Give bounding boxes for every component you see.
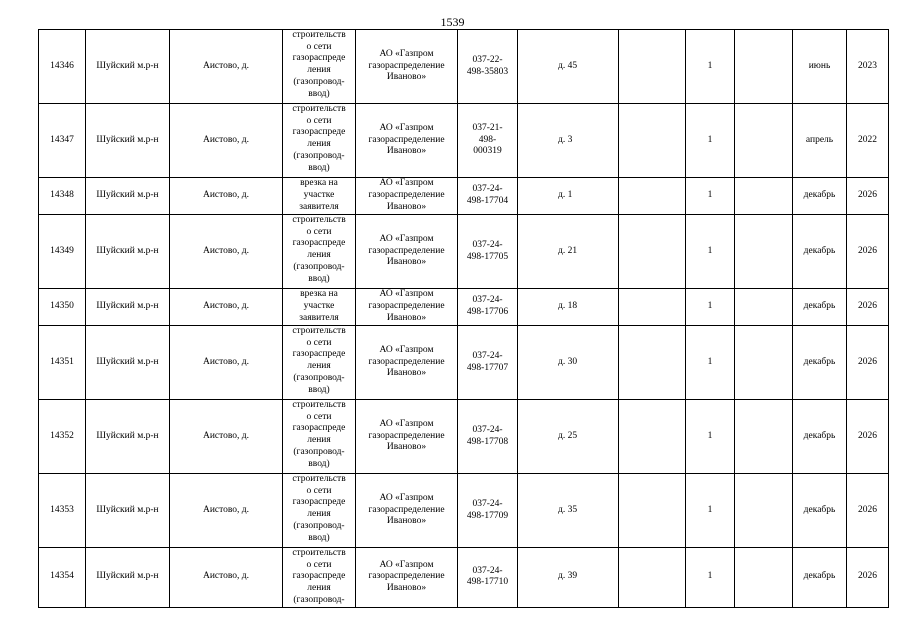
table-row [39, 474, 889, 548]
empty-cell [619, 289, 686, 326]
month-cell: декабрь [793, 289, 847, 326]
organization-cell-line: АО «Газпром [379, 289, 434, 300]
house-number-cell: д. 30 [518, 326, 619, 400]
settlement-cell: Аистово, д. [170, 289, 283, 326]
work-type-cell-line: ления [307, 583, 331, 594]
work-type-cell-line: ввод) [308, 88, 330, 99]
organization-cell-line: АО «Газпром [379, 178, 434, 189]
table-row [39, 104, 889, 178]
work-type-cell-line: ления [307, 139, 331, 150]
organization-cell-line: газораспределение [368, 430, 445, 441]
organization-cell [356, 289, 458, 326]
year-cell: 2026 [847, 548, 889, 608]
empty-cell [735, 400, 793, 474]
table-body [39, 30, 889, 608]
work-type-cell [283, 215, 356, 289]
table-row [39, 30, 889, 104]
organization-cell [356, 474, 458, 548]
record-number-cell: 14353 [39, 474, 86, 548]
empty-cell [619, 30, 686, 104]
application-code-cell-line: 498- [478, 134, 497, 145]
record-number-cell: 14350 [39, 289, 86, 326]
record-number-cell: 14349 [39, 215, 86, 289]
work-type-cell-line: ввод) [308, 273, 330, 284]
work-type-cell-line: ления [307, 435, 331, 446]
work-type-cell [283, 326, 356, 400]
organization-cell-line: Иваново» [386, 583, 427, 594]
table-row [39, 548, 889, 608]
organization-cell-line: Иваново» [386, 146, 427, 157]
empty-cell [735, 326, 793, 400]
work-type-cell-line: строительств [292, 400, 346, 410]
work-type-cell-line: участке [303, 301, 335, 312]
empty-cell [735, 474, 793, 548]
work-type-cell [283, 474, 356, 548]
work-type-cell-line: о сети [306, 41, 332, 52]
count-cell: 1 [686, 400, 735, 474]
work-type-cell-line: ввод) [308, 384, 330, 395]
year-cell: 2026 [847, 289, 889, 326]
organization-cell-line: газораспределение [368, 504, 445, 515]
organization-cell-line: Иваново» [386, 312, 427, 323]
work-type-cell-line: ления [307, 65, 331, 76]
work-type-cell-line: о сети [306, 485, 332, 496]
month-cell: декабрь [793, 474, 847, 548]
organization-cell [356, 30, 458, 104]
work-type-cell-line: врезка на [300, 178, 338, 189]
application-code-cell-line: 037-24- [472, 565, 503, 576]
work-type-cell-line: о сети [306, 411, 332, 422]
settlement-cell: Аистово, д. [170, 400, 283, 474]
work-type-cell-line: строительств [292, 474, 346, 484]
work-type-cell-line: ввод) [308, 532, 330, 543]
work-type-cell-line: газораспреде [292, 571, 346, 582]
month-cell: декабрь [793, 178, 847, 215]
organization-cell [356, 326, 458, 400]
work-type-cell-line: (газопровод- [293, 446, 345, 457]
work-type-cell [283, 548, 356, 608]
count-cell: 1 [686, 215, 735, 289]
application-code-cell [458, 30, 518, 104]
application-code-cell-line: 000319 [473, 146, 502, 157]
application-code-cell [458, 289, 518, 326]
application-code-cell-line: 037-21- [472, 122, 503, 133]
application-code-cell [458, 548, 518, 608]
record-number-cell: 14347 [39, 104, 86, 178]
work-type-cell-line: заявителя [299, 201, 339, 212]
work-type-cell-line: строительств [292, 30, 346, 40]
application-code-cell-line: 037-24- [472, 239, 503, 250]
record-number-cell: 14346 [39, 30, 86, 104]
application-code-cell [458, 474, 518, 548]
organization-cell [356, 215, 458, 289]
work-type-cell [283, 30, 356, 104]
work-type-cell-line: (газопровод- [293, 150, 345, 161]
work-type-cell-line: газораспреде [292, 127, 346, 138]
work-type-cell-line: газораспреде [292, 349, 346, 360]
empty-cell [619, 178, 686, 215]
empty-cell [619, 104, 686, 178]
organization-cell [356, 104, 458, 178]
year-cell: 2026 [847, 326, 889, 400]
application-code-cell-line: 498-35803 [466, 66, 509, 77]
organization-cell-line: АО «Газпром [379, 559, 434, 570]
settlement-cell: Аистово, д. [170, 548, 283, 608]
work-type-cell-line: заявителя [299, 312, 339, 323]
organization-cell-line: Иваново» [386, 442, 427, 453]
application-code-cell-line: 498-17707 [466, 362, 509, 373]
application-code-cell [458, 326, 518, 400]
organization-cell-line: газораспределение [368, 245, 445, 256]
work-type-cell-line: о сети [306, 115, 332, 126]
settlement-cell: Аистово, д. [170, 326, 283, 400]
organization-cell [356, 400, 458, 474]
work-type-cell-line: строительств [292, 326, 346, 336]
table-row [39, 215, 889, 289]
table-row [39, 326, 889, 400]
year-cell: 2023 [847, 30, 889, 104]
work-type-cell-line: (газопровод- [293, 372, 345, 383]
work-type-cell-line: строительств [292, 215, 346, 225]
work-type-cell-line: участке [303, 190, 335, 201]
table-row [39, 289, 889, 326]
house-number-cell: д. 1 [518, 178, 619, 215]
work-type-cell-line: ления [307, 361, 331, 372]
empty-cell [619, 548, 686, 608]
record-number-cell: 14354 [39, 548, 86, 608]
application-code-cell [458, 400, 518, 474]
settlement-cell: Аистово, д. [170, 215, 283, 289]
application-code-cell-line: 037-24- [472, 350, 503, 361]
work-type-cell-line: (газопровод- [293, 520, 345, 531]
organization-cell-line: газораспределение [368, 356, 445, 367]
application-code-cell-line: 037-24- [472, 498, 503, 509]
district-cell: Шуйский м.р-н [86, 104, 170, 178]
count-cell: 1 [686, 548, 735, 608]
application-code-cell-line: 037-24- [472, 295, 503, 306]
work-type-cell-line: газораспреде [292, 423, 346, 434]
work-type-cell-line: газораспреде [292, 238, 346, 249]
organization-cell-line: АО «Газпром [379, 48, 434, 59]
empty-cell [619, 215, 686, 289]
work-type-cell-line: строительств [292, 548, 346, 558]
house-number-cell: д. 45 [518, 30, 619, 104]
month-cell: декабрь [793, 326, 847, 400]
data-table [38, 29, 889, 608]
empty-cell [735, 104, 793, 178]
organization-cell [356, 548, 458, 608]
record-number-cell: 14352 [39, 400, 86, 474]
organization-cell-line: Иваново» [386, 257, 427, 268]
organization-cell-line: Иваново» [386, 368, 427, 379]
organization-cell-line: Иваново» [386, 72, 427, 83]
work-type-cell-line: о сети [306, 226, 332, 237]
district-cell: Шуйский м.р-н [86, 326, 170, 400]
house-number-cell: д. 3 [518, 104, 619, 178]
month-cell: апрель [793, 104, 847, 178]
empty-cell [735, 289, 793, 326]
year-cell: 2026 [847, 215, 889, 289]
work-type-cell [283, 400, 356, 474]
organization-cell-line: АО «Газпром [379, 344, 434, 355]
count-cell: 1 [686, 474, 735, 548]
district-cell: Шуйский м.р-н [86, 215, 170, 289]
work-type-cell [283, 104, 356, 178]
application-code-cell-line: 498-17710 [466, 577, 509, 588]
work-type-cell-line: (газопровод- [293, 76, 345, 87]
work-type-cell-line: ввод) [308, 458, 330, 469]
district-cell: Шуйский м.р-н [86, 548, 170, 608]
month-cell: декабрь [793, 215, 847, 289]
organization-cell-line: газораспределение [368, 134, 445, 145]
empty-cell [619, 474, 686, 548]
organization-cell-line: АО «Газпром [379, 492, 434, 503]
count-cell: 1 [686, 104, 735, 178]
organization-cell-line: газораспределение [368, 60, 445, 71]
organization-cell-line: АО «Газпром [379, 418, 434, 429]
empty-cell [735, 215, 793, 289]
application-code-cell [458, 178, 518, 215]
district-cell: Шуйский м.р-н [86, 30, 170, 104]
record-number-cell: 14348 [39, 178, 86, 215]
organization-cell-line: газораспределение [368, 190, 445, 201]
district-cell: Шуйский м.р-н [86, 474, 170, 548]
work-type-cell-line: ввод) [308, 162, 330, 173]
organization-cell-line: Иваново» [386, 516, 427, 527]
count-cell: 1 [686, 326, 735, 400]
work-type-cell [283, 178, 356, 215]
house-number-cell: д. 35 [518, 474, 619, 548]
application-code-cell [458, 104, 518, 178]
application-code-cell-line: 037-24- [472, 184, 503, 195]
table-row [39, 178, 889, 215]
settlement-cell: Аистово, д. [170, 178, 283, 215]
table-row [39, 400, 889, 474]
application-code-cell-line: 498-17706 [466, 307, 509, 317]
house-number-cell: д. 25 [518, 400, 619, 474]
empty-cell [735, 178, 793, 215]
empty-cell [735, 30, 793, 104]
work-type-cell-line: ления [307, 509, 331, 520]
application-code-cell-line: 498-17705 [466, 251, 509, 262]
empty-cell [619, 326, 686, 400]
year-cell: 2026 [847, 474, 889, 548]
work-type-cell-line: газораспреде [292, 497, 346, 508]
empty-cell [735, 548, 793, 608]
year-cell: 2026 [847, 178, 889, 215]
empty-cell [619, 400, 686, 474]
count-cell: 1 [686, 289, 735, 326]
organization-cell-line: Иваново» [386, 201, 427, 212]
application-code-cell [458, 215, 518, 289]
organization-cell-line: газораспределение [368, 301, 445, 312]
work-type-cell-line: о сети [306, 559, 332, 570]
house-number-cell: д. 18 [518, 289, 619, 326]
month-cell: июнь [793, 30, 847, 104]
district-cell: Шуйский м.р-н [86, 400, 170, 474]
work-type-cell-line: ления [307, 250, 331, 261]
work-type-cell [283, 289, 356, 326]
month-cell: декабрь [793, 548, 847, 608]
organization-cell [356, 178, 458, 215]
settlement-cell: Аистово, д. [170, 104, 283, 178]
year-cell: 2026 [847, 400, 889, 474]
settlement-cell: Аистово, д. [170, 30, 283, 104]
record-number-cell: 14351 [39, 326, 86, 400]
application-code-cell-line: 037-22- [472, 54, 503, 65]
work-type-cell-line: врезка на [300, 289, 338, 300]
count-cell: 1 [686, 178, 735, 215]
application-code-cell-line: 498-17704 [466, 196, 509, 206]
work-type-cell-line: строительств [292, 104, 346, 114]
organization-cell-line: газораспределение [368, 571, 445, 582]
application-code-cell-line: 498-17709 [466, 510, 509, 521]
house-number-cell: д. 21 [518, 215, 619, 289]
organization-cell-line: АО «Газпром [379, 233, 434, 244]
work-type-cell-line: (газопровод- [293, 261, 345, 272]
work-type-cell-line: о сети [306, 337, 332, 348]
district-cell: Шуйский м.р-н [86, 178, 170, 215]
work-type-cell-line: газораспреде [292, 53, 346, 64]
month-cell: декабрь [793, 400, 847, 474]
year-cell: 2022 [847, 104, 889, 178]
organization-cell-line: АО «Газпром [379, 122, 434, 133]
settlement-cell: Аистово, д. [170, 474, 283, 548]
house-number-cell: д. 39 [518, 548, 619, 608]
application-code-cell-line: 037-24- [472, 424, 503, 435]
count-cell: 1 [686, 30, 735, 104]
page-number: 1539 [440, 15, 465, 29]
district-cell: Шуйский м.р-н [86, 289, 170, 326]
application-code-cell-line: 498-17708 [466, 436, 509, 447]
work-type-cell-line: (газопровод- [293, 594, 345, 605]
